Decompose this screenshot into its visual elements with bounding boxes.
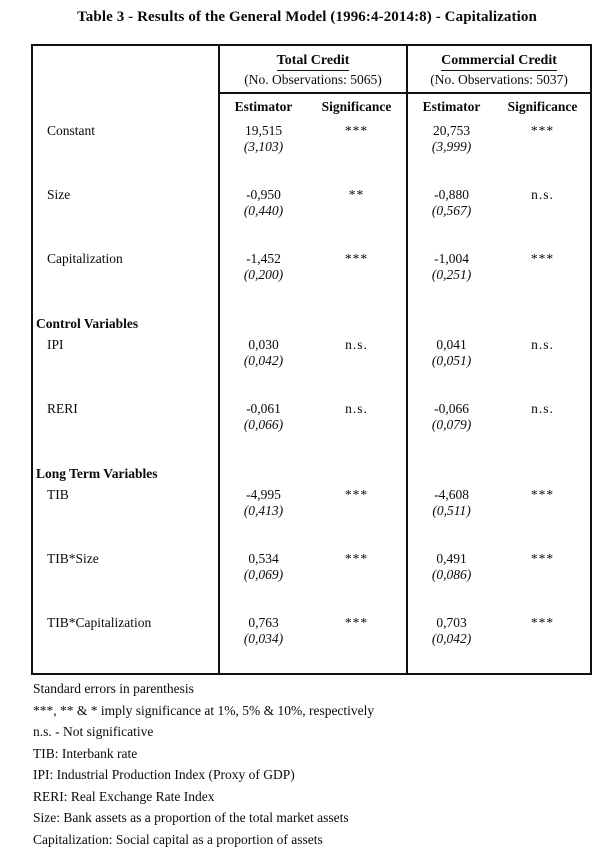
stderr-row <box>32 353 591 374</box>
stderr-cell: (0,086) <box>407 567 495 588</box>
estimate-cell: 0,703 <box>407 610 495 631</box>
stderr-cell: (0,567) <box>407 203 495 224</box>
empty-cell <box>407 224 495 246</box>
group-header-total-credit <box>219 45 407 72</box>
significance-cell: n.s. <box>345 337 368 352</box>
estimate-cell: -0,950 <box>219 182 307 203</box>
empty-cell <box>407 310 495 332</box>
variable-label: Size <box>47 187 71 202</box>
empty-cell <box>407 438 495 460</box>
estimate-cell: -4,608 <box>407 482 495 503</box>
subheader-row <box>32 93 591 118</box>
empty-cell <box>495 139 591 160</box>
footnotes <box>33 678 593 850</box>
significance-cell: *** <box>530 487 555 502</box>
variable-label: TIB*Size <box>47 551 99 566</box>
significance-cell: *** <box>344 551 369 566</box>
empty-cell <box>219 310 307 332</box>
table-row <box>32 246 591 267</box>
significance-cell: n.s. <box>531 401 554 416</box>
empty-cell <box>219 438 307 460</box>
empty-cell <box>307 203 407 224</box>
spacer-row <box>32 524 591 546</box>
section-header-row <box>32 460 591 482</box>
empty-cell <box>32 588 219 610</box>
results-table-body <box>32 118 591 674</box>
stderr-cell: (3,999) <box>407 139 495 160</box>
stderr-cell: (0,413) <box>219 503 307 524</box>
empty-cell <box>32 524 219 546</box>
empty-cell <box>495 438 591 460</box>
empty-cell <box>495 374 591 396</box>
empty-cell <box>407 160 495 182</box>
empty-cell <box>495 310 591 332</box>
empty-cell <box>407 588 495 610</box>
estimate-cell: -1,004 <box>407 246 495 267</box>
empty-cell <box>307 438 407 460</box>
empty-cell <box>495 460 591 482</box>
estimate-cell: -4,995 <box>219 482 307 503</box>
estimate-cell: -0,066 <box>407 396 495 417</box>
variable-label: RERI <box>47 401 78 416</box>
table-title: Table 3 - Results of the General Model (1996:4-2014:8) - Capitalization <box>77 9 537 25</box>
significance-cell: n.s. <box>531 187 554 202</box>
empty-cell <box>495 524 591 546</box>
significance-cell: *** <box>344 615 369 630</box>
stderr-row <box>32 417 591 438</box>
empty-cell <box>32 652 219 674</box>
estimate-cell: 0,763 <box>219 610 307 631</box>
column-header-significance: Significance <box>321 99 392 114</box>
empty-cell <box>307 310 407 332</box>
empty-cell <box>407 288 495 310</box>
group-header-commercial-credit <box>407 45 591 72</box>
estimate-cell: -0,061 <box>219 396 307 417</box>
spacer-row <box>32 288 591 310</box>
empty-cell <box>32 438 219 460</box>
group-header-row <box>32 45 591 72</box>
stderr-cell: (3,103) <box>219 139 307 160</box>
section-label: Control Variables <box>36 316 139 331</box>
empty-cell <box>32 224 219 246</box>
stderr-row <box>32 267 591 288</box>
empty-cell <box>32 267 219 288</box>
empty-cell <box>495 631 591 652</box>
empty-cell <box>307 524 407 546</box>
stderr-row <box>32 503 591 524</box>
table-row <box>32 482 591 503</box>
significance-cell: *** <box>530 551 555 566</box>
empty-cell <box>219 524 307 546</box>
significance-cell: ** <box>348 187 365 202</box>
spacer-row <box>32 160 591 182</box>
variable-label: Constant <box>47 123 96 138</box>
empty-cell <box>32 567 219 588</box>
empty-cell <box>495 417 591 438</box>
variable-label: IPI <box>47 337 64 352</box>
table-row <box>32 546 591 567</box>
empty-cell <box>219 374 307 396</box>
stderr-cell: (0,200) <box>219 267 307 288</box>
estimate-cell: 0,534 <box>219 546 307 567</box>
estimate-cell: -1,452 <box>219 246 307 267</box>
empty-cell <box>307 652 407 674</box>
empty-cell <box>219 288 307 310</box>
group-title-commercial-credit: Commercial Credit <box>441 53 557 71</box>
stderr-cell: (0,042) <box>407 631 495 652</box>
stderr-row <box>32 631 591 652</box>
stderr-row <box>32 139 591 160</box>
empty-cell <box>307 139 407 160</box>
empty-cell <box>307 417 407 438</box>
empty-cell <box>219 652 307 674</box>
empty-cell <box>495 652 591 674</box>
table-row <box>32 182 591 203</box>
empty-cell <box>32 374 219 396</box>
column-header-significance: Significance <box>507 99 578 114</box>
estimate-cell: 19,515 <box>219 118 307 139</box>
observations-commercial-credit: (No. Observations: 5037) <box>407 72 591 93</box>
stderr-row <box>32 203 591 224</box>
empty-cell <box>307 374 407 396</box>
section-header-row <box>32 310 591 332</box>
estimate-cell: 20,753 <box>407 118 495 139</box>
variable-label: TIB <box>47 487 69 502</box>
footnote: RERI: Real Exchange Rate Index <box>33 788 215 804</box>
empty-cell <box>495 267 591 288</box>
empty-cell <box>307 160 407 182</box>
observations-total-credit: (No. Observations: 5065) <box>219 72 407 93</box>
empty-cell <box>307 631 407 652</box>
stderr-row <box>32 567 591 588</box>
spacer-row <box>32 374 591 396</box>
empty-cell <box>32 353 219 374</box>
empty-cell <box>32 503 219 524</box>
empty-cell <box>495 588 591 610</box>
empty-cell <box>307 567 407 588</box>
significance-cell: *** <box>530 615 555 630</box>
empty-cell <box>495 160 591 182</box>
empty-cell <box>32 139 219 160</box>
footnote: IPI: Industrial Production Index (Proxy of GDP) <box>33 767 295 782</box>
spacer-row <box>32 652 591 674</box>
estimate-cell: 0,030 <box>219 332 307 353</box>
empty-cell <box>495 224 591 246</box>
empty-cell <box>219 160 307 182</box>
spacer-row <box>32 588 591 610</box>
stderr-cell: (0,069) <box>219 567 307 588</box>
stderr-cell: (0,079) <box>407 417 495 438</box>
significance-cell: *** <box>530 251 555 266</box>
significance-cell: *** <box>530 123 555 138</box>
empty-cell <box>32 93 219 118</box>
empty-cell <box>32 631 219 652</box>
empty-cell <box>219 460 307 482</box>
stderr-cell: (0,440) <box>219 203 307 224</box>
column-header-estimator: Estimator <box>219 93 307 118</box>
table-row <box>32 118 591 139</box>
stderr-cell: (0,034) <box>219 631 307 652</box>
empty-cell <box>32 417 219 438</box>
footnote: TIB: Interbank rate <box>33 745 138 761</box>
estimate-cell: -0,880 <box>407 182 495 203</box>
results-table <box>31 44 592 675</box>
table-row <box>32 396 591 417</box>
footnote: n.s. - Not significative <box>33 724 154 739</box>
empty-cell <box>495 288 591 310</box>
results-table-container <box>31 44 592 675</box>
empty-cell <box>407 652 495 674</box>
empty-cell <box>407 374 495 396</box>
significance-cell: n.s. <box>345 401 368 416</box>
column-header-estimator: Estimator <box>407 93 495 118</box>
empty-cell <box>307 288 407 310</box>
significance-cell: *** <box>344 487 369 502</box>
significance-cell: *** <box>344 251 369 266</box>
stderr-cell: (0,251) <box>407 267 495 288</box>
empty-cell <box>307 267 407 288</box>
empty-cell <box>407 524 495 546</box>
empty-cell <box>307 588 407 610</box>
empty-cell <box>307 224 407 246</box>
variable-label: Capitalization <box>47 251 123 266</box>
group-title-total-credit: Total Credit <box>277 53 350 71</box>
empty-corner-cell <box>32 45 219 93</box>
empty-cell <box>407 460 495 482</box>
significance-cell: *** <box>344 123 369 138</box>
empty-cell <box>32 288 219 310</box>
estimate-cell: 0,041 <box>407 332 495 353</box>
spacer-row <box>32 224 591 246</box>
estimate-cell: 0,491 <box>407 546 495 567</box>
section-label: Long Term Variables <box>36 466 158 481</box>
spacer-row <box>32 438 591 460</box>
footnote: ***, ** & * imply significance at 1%, 5% & 10%, respectively <box>33 702 375 718</box>
table-row <box>32 332 591 353</box>
empty-cell <box>219 224 307 246</box>
empty-cell <box>495 503 591 524</box>
variable-label: TIB*Capitalization <box>47 615 152 630</box>
footnote: Capitalization: Social capital as a proportion of assets <box>33 831 323 847</box>
empty-cell <box>219 588 307 610</box>
empty-cell <box>495 567 591 588</box>
significance-cell: n.s. <box>531 337 554 352</box>
stderr-cell: (0,066) <box>219 417 307 438</box>
empty-cell <box>307 460 407 482</box>
empty-cell <box>495 203 591 224</box>
stderr-cell: (0,051) <box>407 353 495 374</box>
stderr-cell: (0,511) <box>407 503 495 524</box>
empty-cell <box>32 203 219 224</box>
empty-cell <box>307 353 407 374</box>
empty-cell <box>495 353 591 374</box>
table-row <box>32 610 591 631</box>
footnote: Size: Bank assets as a proportion of the total market assets <box>33 810 349 825</box>
empty-cell <box>32 160 219 182</box>
stderr-cell: (0,042) <box>219 353 307 374</box>
empty-cell <box>307 503 407 524</box>
footnote: Standard errors in parenthesis <box>33 681 194 696</box>
